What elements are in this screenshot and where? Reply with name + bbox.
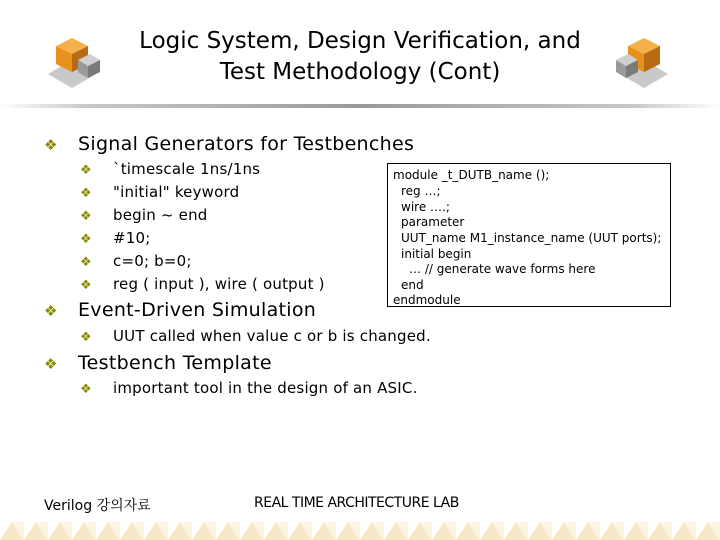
diamond-bullet-icon: ❖ [80, 186, 92, 201]
code-line: initial begin [401, 247, 472, 261]
decorative-bottom-stripe [0, 516, 720, 540]
diamond-bullet-icon: ❖ [44, 355, 58, 373]
footer-lab-name: REAL TIME ARCHITECTURE LAB [254, 495, 459, 511]
code-line: endmodule [393, 293, 461, 307]
bullet-event-driven: Event-Driven Simulation [78, 299, 317, 321]
diamond-bullet-icon: ❖ [80, 382, 92, 397]
title-divider [0, 104, 720, 108]
sub-bullet-assign: c=0; b=0; [113, 252, 192, 270]
diamond-bullet-icon: ❖ [80, 255, 92, 270]
sub-bullet-begin-end: begin ~ end [113, 206, 208, 224]
code-line: parameter [401, 215, 465, 229]
diamond-bullet-icon: ❖ [44, 302, 58, 320]
code-line: UUT_name M1_instance_name (UUT ports); [401, 231, 662, 245]
code-line: end [401, 278, 424, 292]
sub-bullet-uut-called: UUT called when value c or b is changed. [113, 327, 431, 345]
code-line: … // generate wave forms here [409, 262, 596, 276]
code-line: module _t_DUTB_name (); [393, 168, 550, 182]
code-line: wire ….; [401, 200, 450, 214]
diamond-bullet-icon: ❖ [80, 330, 92, 345]
code-line: reg …; [401, 184, 441, 198]
slide-title [100, 26, 620, 88]
sub-bullet-initial: "initial" keyword [113, 183, 240, 201]
code-template-box [387, 163, 671, 307]
stacked-cubes-logo-left [42, 38, 102, 94]
footer-source: Verilog 강의자료 [44, 498, 151, 514]
sub-bullet-important-tool: important tool in the design of an ASIC. [113, 379, 418, 397]
stacked-cubes-logo-right [614, 38, 674, 94]
bullet-signal-generators: Signal Generators for Testbenches [78, 133, 415, 155]
diamond-bullet-icon: ❖ [80, 163, 92, 178]
diamond-bullet-icon: ❖ [80, 209, 92, 224]
diamond-bullet-icon: ❖ [80, 232, 92, 247]
title-line-2: Test Methodology (Cont) [219, 59, 501, 85]
diamond-bullet-icon: ❖ [44, 136, 58, 154]
diamond-bullet-icon: ❖ [80, 278, 92, 293]
title-line-1: Logic System, Design Verification, and [139, 28, 581, 54]
sub-bullet-reg-wire: reg ( input ), wire ( output ) [113, 275, 325, 293]
sub-bullet-timescale: `timescale 1ns/1ns [113, 160, 261, 178]
sub-bullet-delay: #10; [113, 229, 151, 247]
bullet-testbench-template: Testbench Template [78, 352, 272, 374]
